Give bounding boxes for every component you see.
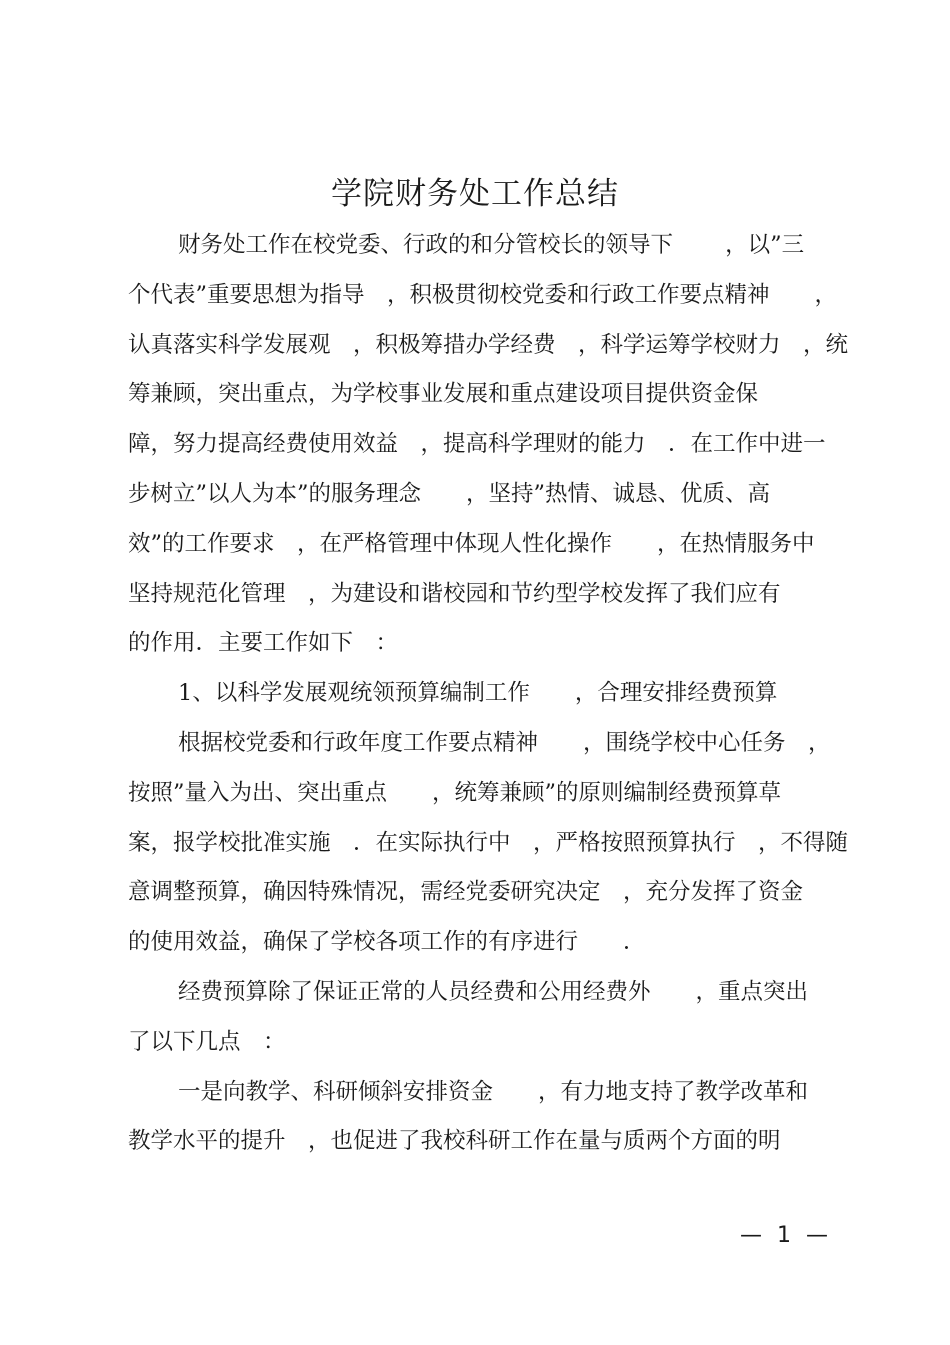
body-line: 根据校党委和行政年度工作要点精神 ，围绕学校中心任务 ， (178, 730, 831, 756)
body-line: 一是向教学、科研倾斜安排资金 ，有力地支持了教学改革和 (178, 1079, 809, 1105)
body-line: 财务处工作在校党委、行政的和分管校长的领导下 ，以”三 (178, 232, 805, 258)
body-line: 按照”量入为出、突出重点 ，统筹兼顾”的原则编制经费预算草 (128, 780, 782, 806)
body-line: 个代表”重要思想为指导 ，积极贯彻校党委和行政工作要点精神 ， (128, 282, 838, 308)
body-line: 认真落实科学发展观 ，积极筹措办学经费 ，科学运筹学校财力 ，统 (128, 332, 849, 358)
body-line: 坚持规范化管理 ，为建设和谐校园和节约型学校发挥了我们应有 (128, 581, 781, 607)
body-line: 经费预算除了保证正常的人员经费和公用经费外 ，重点突出 (178, 979, 809, 1005)
body-line: 障，努力提高经费使用效益 ，提高科学理财的能力 ．在工作中进一 (128, 431, 826, 457)
body-line: 的作用．主要工作如下 ： (128, 630, 399, 656)
body-line: 筹兼顾，突出重点，为学校事业发展和重点建设项目提供资金保 (128, 381, 759, 407)
body-line: 效”的工作要求 ，在严格管理中体现人性化操作 ，在热情服务中 (128, 531, 815, 557)
body-line: 教学水平的提升 ，也促进了我校科研工作在量与质两个方面的明 (128, 1128, 781, 1154)
body-line: 了以下几点 ： (128, 1029, 286, 1055)
body-line: 的使用效益，确保了学校各项工作的有序进行 ． (128, 929, 646, 955)
page-number: — 1 — (740, 1223, 832, 1248)
body-line: 意调整预算，确因特殊情况，需经党委研究决定 ，充分发挥了资金 (128, 879, 804, 905)
body-line: 步树立”以人为本”的服务理念 ，坚持”热情、诚恳、优质、高 (128, 481, 771, 507)
body-line: 案，报学校批准实施 ．在实际执行中 ，严格按照预算执行 ，不得随 (128, 830, 849, 856)
section-heading: 1、以科学发展观统领预算编制工作 ，合理安排经费预算 (178, 680, 778, 706)
document-title: 学院财务处工作总结 (331, 176, 619, 212)
